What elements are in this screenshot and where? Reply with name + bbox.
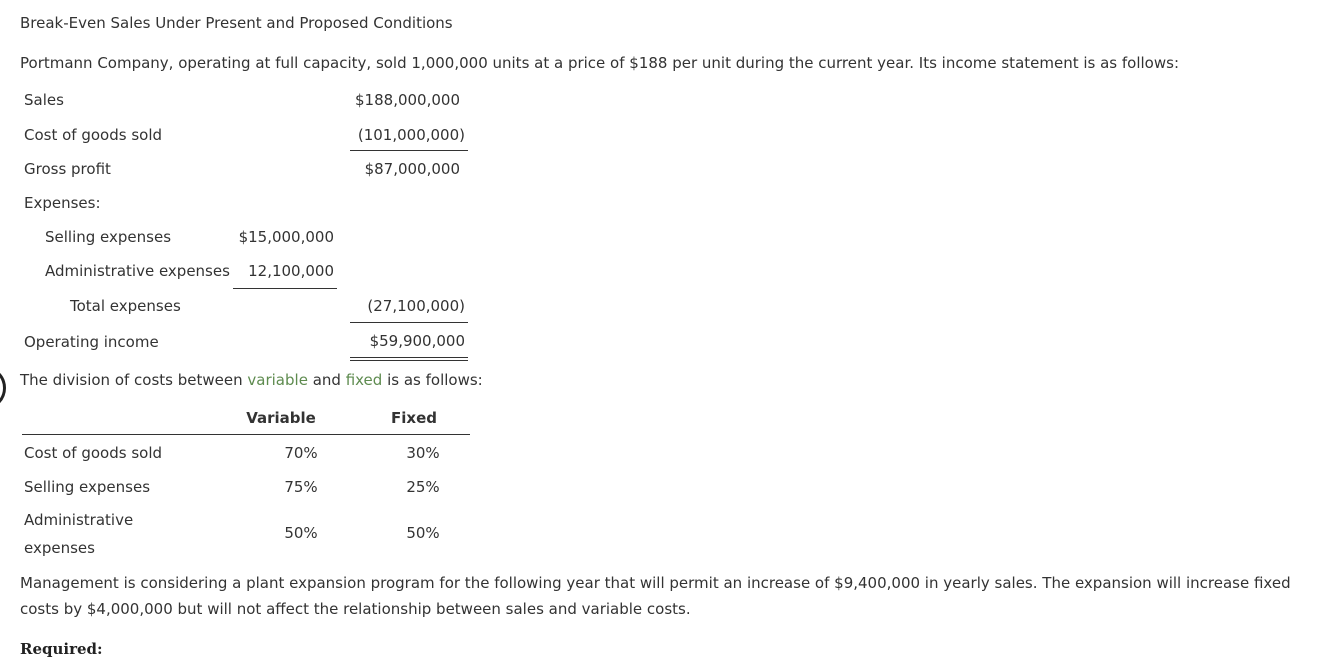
operating-double-underline-1 [350,357,468,358]
side-circle-marker [0,366,6,410]
required-heading: Required: [20,640,103,658]
admin-expenses-value: 12,100,000 [248,262,334,280]
header-underline [22,434,470,435]
expenses-label: Expenses: [24,194,101,212]
admin-expenses-label: Administrative expenses [45,262,230,280]
sales-label: Sales [24,91,64,109]
operating-income-value: $59,900,000 [369,332,465,350]
row-admin-label-line2: expenses [24,539,95,557]
row-admin-label-line1: Administrative [24,511,134,529]
row-selling-variable: 75% [284,478,318,496]
intro-paragraph: Portmann Company, operating at full capacity, sold 1,000,000 units at a price of $188 per unit during the current year. Its income statement is as follows: [20,54,1179,72]
cogs-underline [350,150,468,151]
management-paragraph: Management is considering a plant expansion program for the following year that will permit an increase of $9,400,000 in yearly sales. The expansion will increase fixed costs by $4,000,000 but will not affect the relationship between sales and variable costs. [20,574,1291,618]
variable-term-link[interactable]: variable [247,371,308,389]
gross-profit-value: $87,000,000 [364,160,460,178]
selling-expenses-value: $15,000,000 [238,228,334,246]
operating-double-underline-2 [350,360,468,361]
total-expenses-value: (27,100,000) [367,297,465,315]
row-cogs-label: Cost of goods sold [24,444,163,462]
operating-income-label: Operating income [24,333,159,351]
header-fixed: Fixed [391,409,437,427]
total-underline [350,322,468,323]
row-admin-fixed: 50% [406,524,440,542]
row-selling-fixed: 25% [406,478,440,496]
admin-underline [233,288,337,289]
row-cogs-fixed: 30% [406,444,440,462]
header-variable: Variable [246,409,316,427]
division-paragraph [20,371,483,389]
division-text-before: The division of costs between [20,371,248,389]
cogs-label: Cost of goods sold [24,126,163,144]
row-admin-variable: 50% [284,524,318,542]
division-text-middle: and [307,371,346,389]
gross-profit-label: Gross profit [24,160,111,178]
fixed-term-link[interactable]: fixed [345,371,383,389]
page-title: Break-Even Sales Under Present and Proposed Conditions [20,14,453,32]
cogs-value: (101,000,000) [357,126,465,144]
row-selling-label: Selling expenses [24,478,151,496]
division-text-after: is as follows: [382,371,483,389]
sales-value: $188,000,000 [355,91,460,109]
selling-expenses-label: Selling expenses [45,228,172,246]
row-cogs-variable: 70% [284,444,318,462]
total-expenses-label: Total expenses [70,297,181,315]
